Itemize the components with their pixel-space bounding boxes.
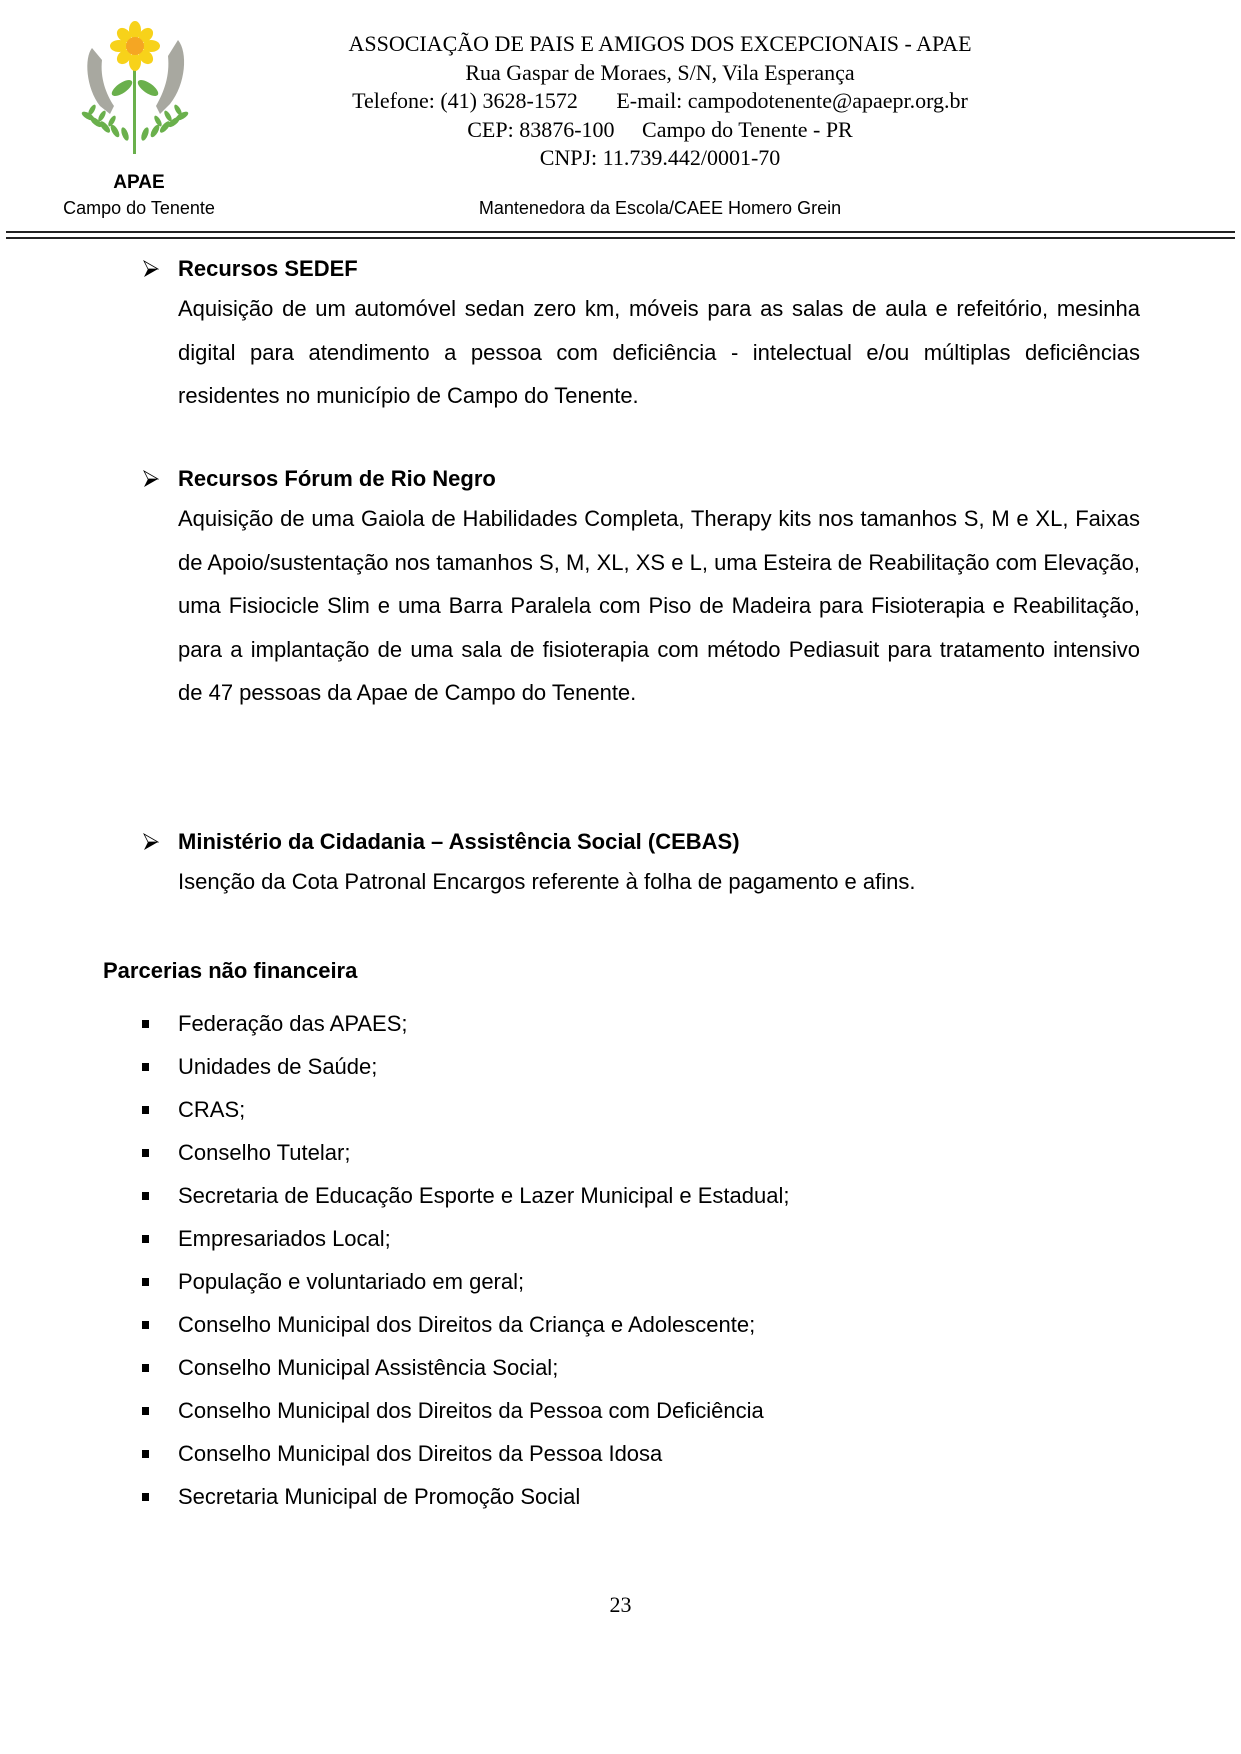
org-name: ASSOCIAÇÃO DE PAIS E AMIGOS DOS EXCEPCIONAIS - APAE bbox=[348, 31, 972, 56]
partner-name: Conselho Municipal dos Direitos da Pessoa Idosa bbox=[178, 1441, 663, 1466]
partner-name: Federação das APAES; bbox=[178, 1011, 408, 1036]
partner-name: Conselho Tutelar; bbox=[178, 1140, 351, 1165]
logo-subtitle: Campo do Tenente bbox=[63, 198, 215, 218]
apae-logo-icon bbox=[70, 18, 200, 158]
square-bullet-icon bbox=[142, 1106, 149, 1114]
square-bullet-icon bbox=[142, 1278, 149, 1286]
partner-name: Conselho Municipal dos Direitos da Criança e Adolescente; bbox=[178, 1312, 756, 1337]
logo-title: APAE bbox=[113, 172, 165, 193]
partner-name: População e voluntariado em geral; bbox=[178, 1269, 525, 1294]
partner-name: Secretaria de Educação Esporte e Lazer Municipal e Estadual; bbox=[178, 1183, 790, 1208]
partner-name: Conselho Municipal dos Direitos da Pessoa com Deficiência bbox=[178, 1398, 764, 1423]
arrow-bullet-icon bbox=[143, 260, 159, 278]
maintainer-line: Mantenedora da Escola/CAEE Homero Grein bbox=[478, 198, 842, 218]
partner-name: Secretaria Municipal de Promoção Social bbox=[178, 1484, 581, 1509]
square-bullet-icon bbox=[142, 1493, 149, 1501]
partner-name: CRAS; bbox=[178, 1097, 246, 1122]
square-bullet-icon bbox=[142, 1020, 149, 1028]
org-phone-email: Telefone: (41) 3628-1572 E-mail: campodotenente@apaepr.org.br bbox=[352, 88, 968, 113]
section-body-forum: Aquisição de uma Gaiola de Habilidades Completa, Therapy kits nos tamanhos S, M e XL, Faixas de Apoio/sustentação nos tamanhos S, M, XL, XS e L, uma Esteira de Reabilitação com Elevação, uma Fisiocicle Slim e uma Barra Paralela com Piso de Madeira para Fisioterapia e Reabilitação, para a implantação de uma sala de fisioterapia com método Pediasuit para tratamento intensivo de 47 pessoas da Apae de Campo do Tenente. bbox=[178, 506, 1140, 705]
square-bullet-icon bbox=[142, 1364, 149, 1372]
arrow-bullet-icon bbox=[143, 833, 159, 851]
partner-name: Conselho Municipal Assistência Social; bbox=[178, 1355, 559, 1380]
header-separator bbox=[6, 231, 1235, 239]
partner-name: Empresariados Local; bbox=[178, 1226, 391, 1251]
section-heading-forum: Recursos Fórum de Rio Negro bbox=[178, 466, 496, 491]
org-info bbox=[280, 30, 1040, 173]
section-body-sedef: Aquisição de um automóvel sedan zero km, móveis para as salas de aula e refeitório, mesinha digital para atendimento a pessoa com deficiência - intelectual e/ou múltiplas deficiências residentes no município de Campo do Tenente. bbox=[178, 296, 1140, 408]
org-address: Rua Gaspar de Moraes, S/N, Vila Esperança bbox=[465, 59, 855, 85]
square-bullet-icon bbox=[142, 1450, 149, 1458]
square-bullet-icon bbox=[142, 1235, 149, 1243]
partner-name: Unidades de Saúde; bbox=[178, 1054, 378, 1079]
page-number: 23 bbox=[609, 1592, 632, 1617]
section-body-cebas: Isenção da Cota Patronal Encargos referente à folha de pagamento e afins. bbox=[178, 869, 916, 894]
square-bullet-icon bbox=[142, 1321, 149, 1329]
section-heading-cebas: Ministério da Cidadania – Assistência Social (CEBAS) bbox=[178, 829, 740, 854]
square-bullet-icon bbox=[142, 1192, 149, 1200]
org-cnpj: CNPJ: 11.739.442/0001-70 bbox=[539, 145, 781, 170]
square-bullet-icon bbox=[142, 1149, 149, 1157]
square-bullet-icon bbox=[142, 1063, 149, 1071]
org-cep-city: CEP: 83876-100 Campo do Tenente - PR bbox=[467, 116, 853, 142]
partners-title: Parcerias não financeira bbox=[103, 958, 358, 983]
section-heading-sedef: Recursos SEDEF bbox=[178, 256, 358, 281]
arrow-bullet-icon bbox=[143, 470, 159, 488]
square-bullet-icon bbox=[142, 1407, 149, 1415]
